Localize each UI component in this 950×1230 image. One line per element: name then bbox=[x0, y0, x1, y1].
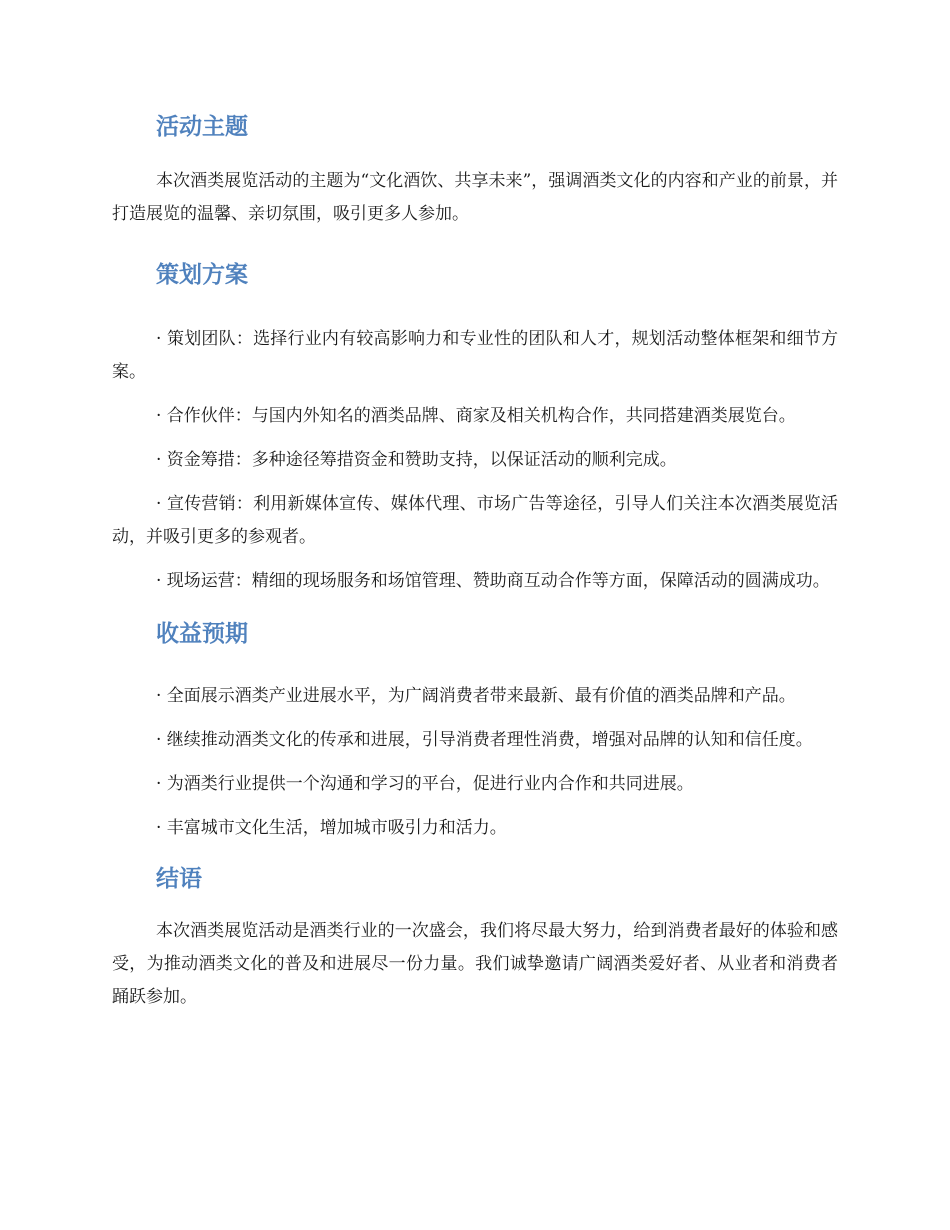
gains-item-showcase: · 全面展示酒类产业进展水平，为广阔消费者带来最新、最有价值的酒类品牌和产品。 bbox=[156, 686, 796, 706]
conclusion-paragraph: 本次酒类展览活动是酒类行业的一次盛会，我们将尽最大努力，给到消费者最好的体验和感受，为推动酒类文化的普及和进展尽一份力量。我们诚挚邀请广阔酒类爱好者、从业者和消费者踊跃参加。 bbox=[112, 921, 838, 1007]
plan-item-funding: · 资金筹措：多种途径筹措资金和赞助支持，以保证活动的顺利完成。 bbox=[156, 450, 677, 470]
section-title-conclusion: 结语 bbox=[156, 866, 202, 892]
theme-paragraph: 本次酒类展览活动的主题为“文化酒饮、共享未来”，强调酒类文化的内容和产业的前景，并打造展览的温馨、亲切氛围，吸引更多人参加。 bbox=[112, 171, 838, 224]
plan-item-marketing: · 宣传营销：利用新媒体宣传、媒体代理、市场广告等途径，引导人们关注本次酒类展览活动，并吸引更多的参观者。 bbox=[112, 494, 838, 547]
section-title-gains: 收益预期 bbox=[156, 621, 248, 647]
section-title-plan: 策划方案 bbox=[156, 262, 248, 288]
document-page bbox=[112, 105, 838, 1014]
gains-item-culture: · 继续推动酒类文化的传承和进展，引导消费者理性消费，增强对品牌的认知和信任度。 bbox=[156, 730, 813, 750]
gains-list bbox=[112, 680, 838, 845]
plan-item-operations: · 现场运营：精细的现场服务和场馆管理、赞助商互动合作等方面，保障活动的圆满成功。 bbox=[156, 571, 830, 591]
plan-item-partners: · 合作伙伴：与国内外知名的酒类品牌、商家及相关机构合作，共同搭建酒类展览台。 bbox=[156, 406, 796, 426]
gains-item-platform: · 为酒类行业提供一个沟通和学习的平台，促进行业内合作和共同进展。 bbox=[156, 774, 694, 794]
gains-item-city: · 丰富城市文化生活，增加城市吸引力和活力。 bbox=[156, 818, 507, 838]
section-title-theme: 活动主题 bbox=[156, 114, 248, 140]
plan-item-team: · 策划团队：选择行业内有较高影响力和专业性的团队和人才，规划活动整体框架和细节方案。 bbox=[112, 329, 838, 382]
plan-list bbox=[112, 323, 838, 598]
